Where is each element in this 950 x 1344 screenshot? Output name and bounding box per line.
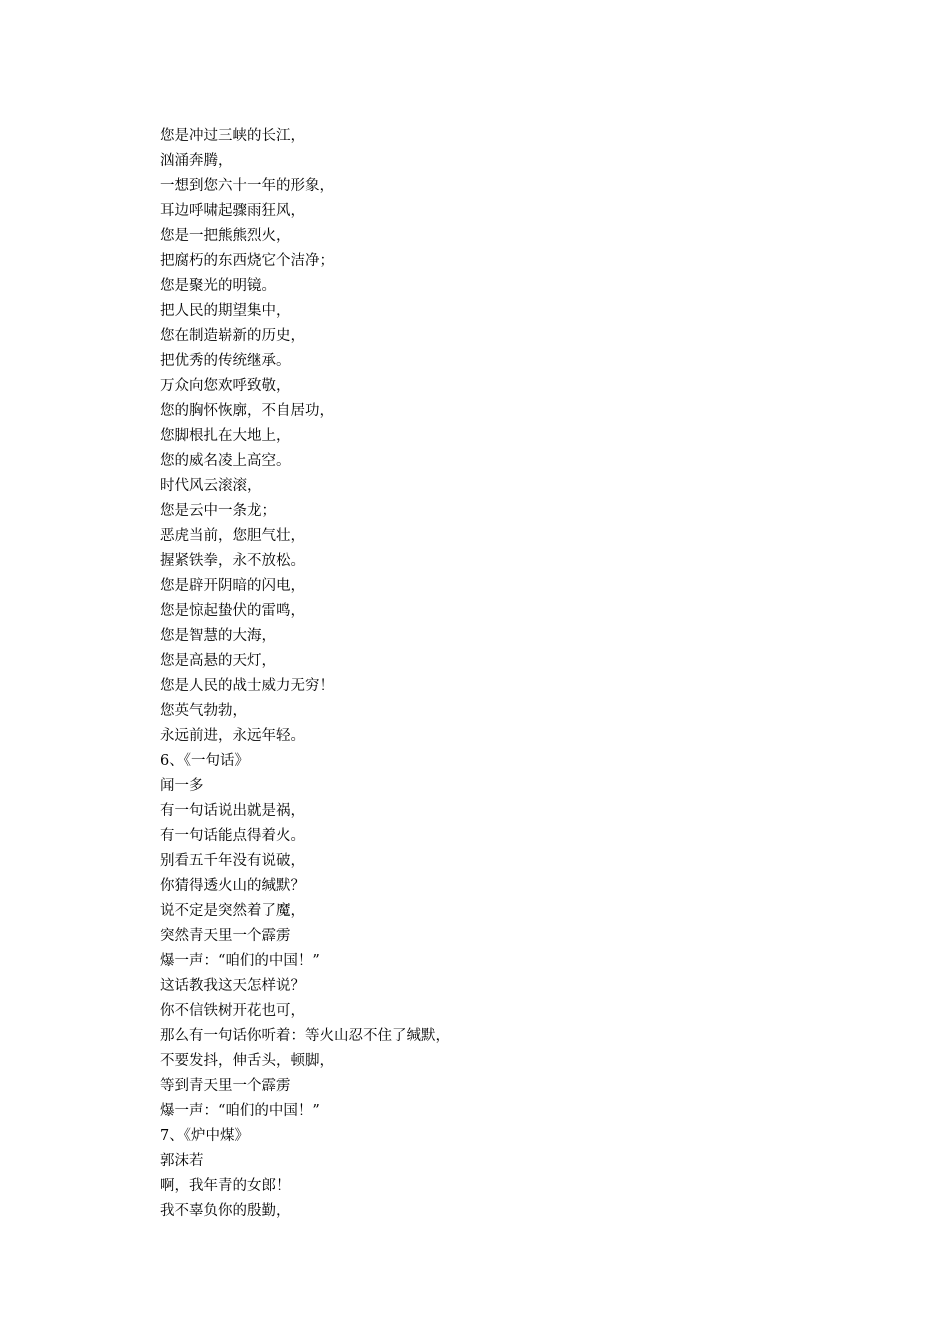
text-line: 您是聚光的明镜。 [160, 278, 276, 294]
text-line: 您是冲过三峡的长江， [160, 128, 305, 144]
text-line: 您是高悬的天灯， [160, 653, 276, 669]
text-line: 您是云中一条龙； [160, 503, 276, 519]
text-line: 您是辟开阴暗的闪电， [160, 578, 305, 594]
text-line: 把人民的期望集中， [160, 303, 291, 319]
text-line: 这话教我这天怎样说？ [160, 978, 305, 994]
author-name: 闻一多 [160, 778, 204, 794]
text-line: 等到青天里一个霹雳 [160, 1078, 291, 1094]
text-line: 您的威名凌上高空。 [160, 453, 291, 469]
text-line: 一想到您六十一年的形象， [160, 178, 334, 194]
text-line: 万众向您欢呼致敬， [160, 378, 291, 394]
text-line: 别看五千年没有说破， [160, 853, 305, 869]
text-line: 您的胸怀恢廓，不自居功， [160, 403, 334, 419]
text-line: 有一句话说出就是祸， [160, 803, 305, 819]
text-line: 您英气勃勃， [160, 703, 247, 719]
text-line: 把腐朽的东西烧它个洁净； [160, 253, 334, 269]
section-heading: 7、《炉中煤》 [160, 1128, 249, 1144]
text-line: 汹涌奔腾， [160, 153, 233, 169]
poem-text-block [160, 124, 860, 1224]
text-line: 时代风云滚滚， [160, 478, 262, 494]
text-line: 说不定是突然着了魔， [160, 903, 305, 919]
text-line: 耳边呼啸起骤雨狂风， [160, 203, 305, 219]
text-line: 永远前进，永远年轻。 [160, 728, 305, 744]
text-line: 那么有一句话你听着：等火山忍不住了缄默， [160, 1028, 450, 1044]
text-line: 你猜得透火山的缄默？ [160, 878, 305, 894]
author-name: 郭沫若 [160, 1153, 204, 1169]
text-line: 有一句话能点得着火。 [160, 828, 305, 844]
text-line: 爆一声：“咱们的中国！” [160, 1103, 320, 1119]
text-line: 把优秀的传统继承。 [160, 353, 291, 369]
text-line: 握紧铁拳，永不放松。 [160, 553, 305, 569]
text-line: 恶虎当前，您胆气壮， [160, 528, 305, 544]
text-line: 您在制造崭新的历史， [160, 328, 305, 344]
text-line: 爆一声：“咱们的中国！” [160, 953, 320, 969]
section-heading: 6、《一句话》 [160, 753, 249, 769]
text-line: 啊，我年青的女郎！ [160, 1178, 291, 1194]
text-line: 您是人民的战士威力无穷！ [160, 678, 334, 694]
text-line: 您脚根扎在大地上， [160, 428, 291, 444]
text-line: 突然青天里一个霹雳 [160, 928, 291, 944]
text-line: 您是一把熊熊烈火， [160, 228, 291, 244]
text-line: 我不辜负你的殷勤， [160, 1203, 291, 1219]
text-line: 你不信铁树开花也可， [160, 1003, 305, 1019]
text-line: 不要发抖，伸舌头，顿脚， [160, 1053, 334, 1069]
text-line: 您是惊起蛰伏的雷鸣， [160, 603, 305, 619]
text-line: 您是智慧的大海， [160, 628, 276, 644]
